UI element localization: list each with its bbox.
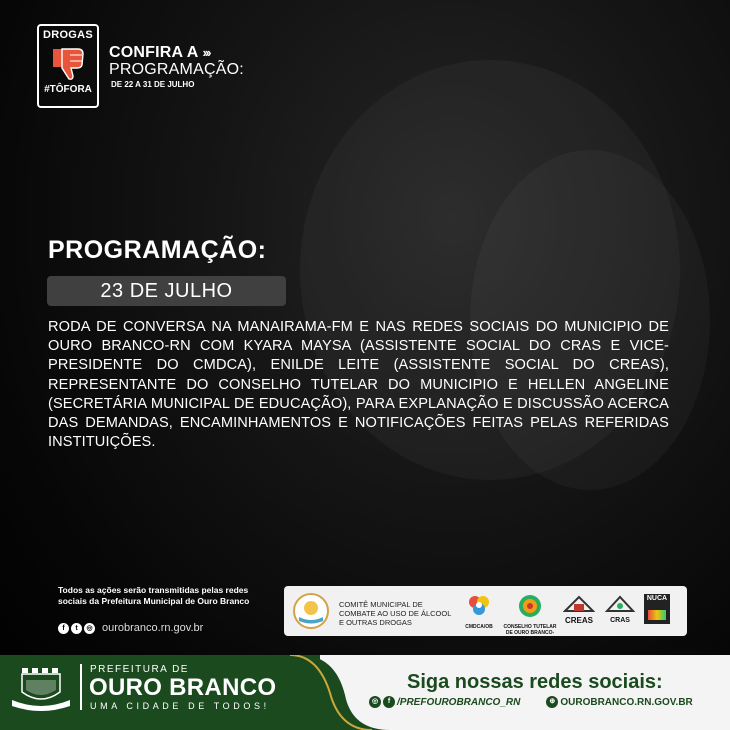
program-description: RODA DE CONVERSA NA MANAIRAMA-FM E NAS REDES SOCIAIS DO MUNICIPIO DE OURO BRANCO-RN COM KYARA MAYSA (ASSISTENTE SOCIAL DO CRAS E VICE-PRESIDENTE DO CMDCA), ENILDE LEITE (ASSISTENTE SOCIAL DO CREAS), REPRESENTANTE DO CONSELHO TUTELAR DO MUNICIPIO E HELLEN ANGELINE (SECRETÁRIA MUNICIPAL DE EDUCAÇÃO), PARA EXPLANAÇÃO E DISCUSSÃO ACERCA DAS DEMANDAS, ENCAMINHAMENTOS E NOTIFICAÇÕES FEITAS PELAS REFERIDAS INSTITUIÇÕES. (48, 319, 669, 451)
social-handle-link[interactable]: /PREFOUROBRANCO_RN (397, 696, 521, 708)
footer-links (369, 696, 693, 708)
conselho-logo (503, 593, 557, 642)
twitter-icon[interactable]: t (71, 623, 82, 634)
nuca-icon (644, 594, 670, 624)
cmdca-label: CMDCA/OB (465, 624, 493, 630)
stream-info (58, 585, 258, 607)
facebook-icon[interactable]: f (383, 696, 395, 708)
cmdca-logo (461, 593, 497, 630)
header-dates: DE 22 A 31 DE JULHO (111, 80, 195, 89)
drogas-badge (37, 24, 99, 108)
creas-logo (561, 593, 597, 624)
badge-top-text: DROGAS (42, 29, 94, 41)
globe-icon[interactable]: ⊕ (546, 696, 558, 708)
header-line1: CONFIRA A (109, 44, 199, 61)
cras-logo (603, 593, 637, 624)
thumbs-down-icon (48, 43, 88, 83)
footer-divider (80, 664, 82, 710)
stream-text-bold: Prefeitura Municipal de Ouro Branco (101, 596, 250, 606)
cras-label: CRAS (610, 617, 630, 624)
partner-logos (284, 586, 687, 642)
facebook-icon[interactable]: f (58, 623, 69, 634)
header-title (109, 44, 244, 89)
creas-label: CREAS (564, 616, 593, 625)
comite-logo (293, 593, 329, 629)
prefeitura-label: PREFEITURA DE (90, 664, 189, 675)
conselho-icon (517, 593, 543, 619)
stream-text: Todos as ações serão transmitidas pelas redes sociais da (58, 585, 249, 606)
instagram-icon[interactable]: ◎ (84, 623, 95, 634)
conselho-label: CONSELHO TUTELAR DE OURO BRANCO-RN (503, 624, 557, 642)
nuca-logo (644, 594, 672, 624)
header-line2: PROGRAMAÇÃO: (109, 61, 244, 78)
cras-icon (605, 593, 635, 613)
stream-website-link[interactable]: ourobranco.rn.gov.br (102, 622, 204, 634)
city-tagline: UMA CIDADE DE TODOS! (90, 701, 270, 711)
nuca-label: NUCA (646, 595, 668, 602)
cmdca-icon (466, 593, 492, 619)
badge-bottom-text: #TÔFORA (44, 84, 92, 95)
program-title: PROGRAMAÇÃO: (48, 236, 267, 264)
arrows-icon: ››› (202, 45, 210, 60)
program-date: 23 DE JULHO (47, 276, 286, 306)
instagram-icon[interactable]: ◎ (369, 696, 381, 708)
social-row (58, 622, 203, 634)
comite-text: COMITÊ MUNICIPAL DE COMBATE AO USO DE ÁLCOOL E OUTRAS DROGAS (339, 600, 452, 627)
footer-website-link[interactable]: OUROBRANCO.RN.GOV.BR (560, 696, 693, 708)
city-name: OURO BRANCO (89, 674, 277, 701)
crest-icon (10, 666, 72, 714)
social-heading: Siga nossas redes sociais: (407, 671, 663, 693)
creas-icon (563, 593, 595, 613)
